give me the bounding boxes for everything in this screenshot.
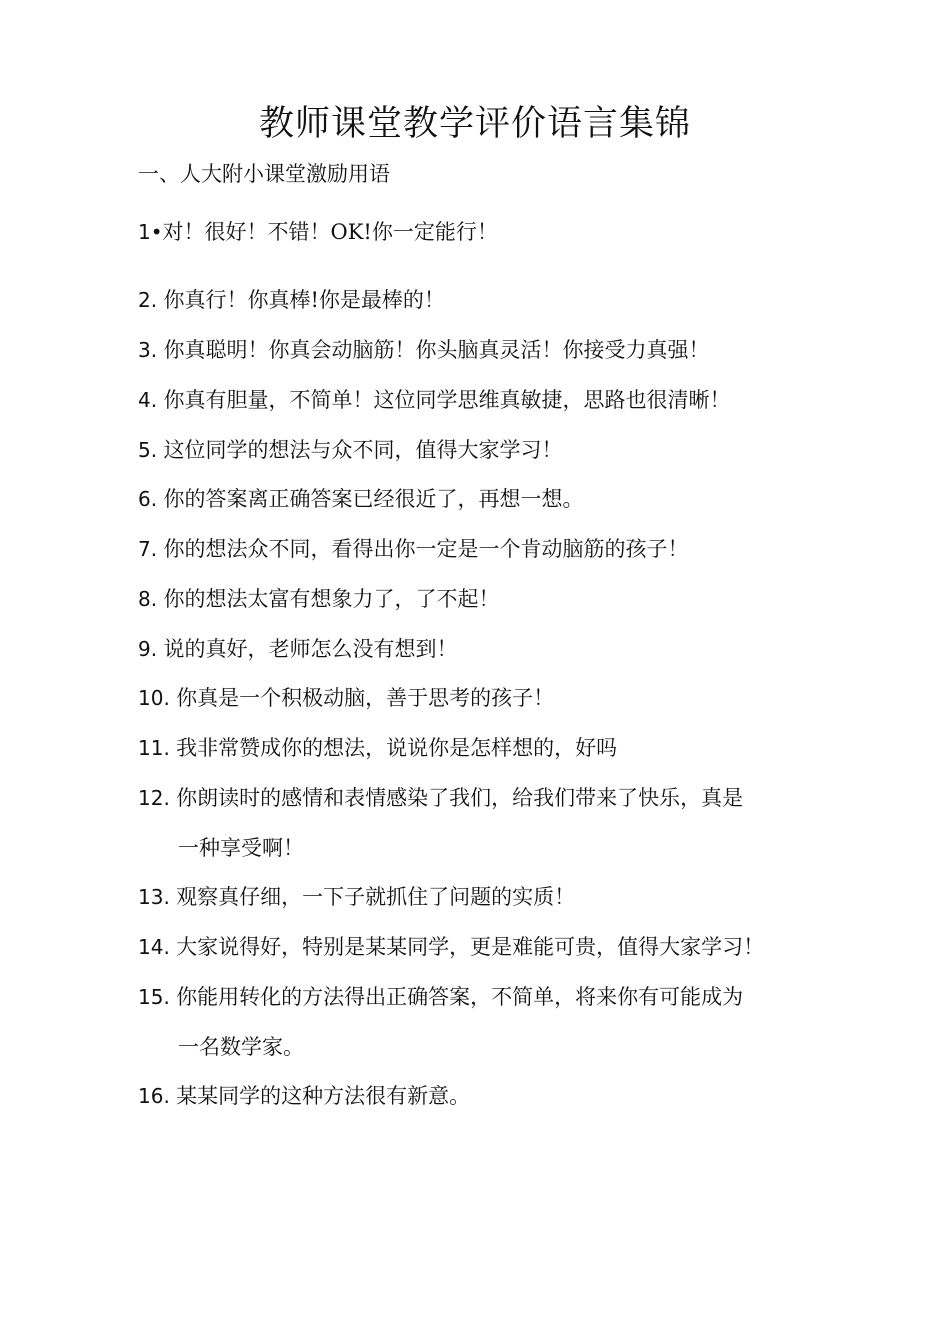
list-item [138,384,838,416]
item-text-continuation: 一名数学家。 [178,1035,304,1059]
item-text: 你的想法众不同，看得出你一定是一个肯动脑筋的孩子！ [163,537,689,561]
list-item [138,1080,838,1112]
item-text: 你朗读时的感情和表情感染了我们，给我们带来了快乐，真是 [176,786,744,810]
list-item [138,732,838,764]
item-number: 12. [138,786,177,810]
item-text: 你的答案离正确答案已经很近了，再想一想。 [163,487,584,511]
document-title: 教师课堂教学评价语言集锦 [258,104,691,144]
item-number: 1• [138,220,163,244]
item-text: 说的真好，老师怎么没有想到！ [163,637,458,661]
item-number: 11. [138,736,177,760]
item-number: 16. [138,1084,177,1108]
section-heading: 一、人大附小课堂激励用语 [138,162,390,186]
list-item [138,583,838,615]
item-text: 你真聪明！你真会动脑筋！你头脑真灵活！你接受力真强！ [163,338,710,362]
list-item [138,434,838,466]
item-number: 9. [138,637,164,661]
item-number: 13. [138,885,177,909]
item-text: 你真行！你真棒!你是最棒的！ [163,288,445,312]
list-item [138,931,838,963]
list-item [138,682,838,714]
item-text: 这位同学的想法与众不同，值得大家学习！ [163,438,563,462]
item-number: 7. [138,537,164,561]
item-number: 5. [138,438,164,462]
list-item [138,334,838,366]
list-item [138,483,838,515]
item-text: 你能用转化的方法得出正确答案，不简单，将来你有可能成为 [176,985,744,1009]
list-item [138,782,838,864]
list-item [138,981,838,1063]
item-number: 15. [138,985,177,1009]
item-number: 10. [138,686,177,710]
item-text: 某某同学的这种方法很有新意。 [176,1084,471,1108]
list-item [138,216,838,248]
item-number: 8. [138,587,164,611]
item-number: 2. [138,288,164,312]
item-text: 对！很好！不错！OK!你一定能行！ [162,220,498,244]
list-item [138,533,838,565]
item-number: 4. [138,388,164,412]
item-text: 你真是一个积极动脑，善于思考的孩子！ [176,686,555,710]
list-item [138,284,838,316]
item-text-continuation: 一种享受啊！ [178,836,304,860]
item-text: 你真有胆量，不简单！这位同学思维真敏捷，思路也很清晰！ [163,388,731,412]
list-item [138,881,838,913]
item-text: 我非常赞成你的想法，说说你是怎样想的，好吗 [176,736,618,760]
item-number: 6. [138,487,164,511]
item-text: 你的想法太富有想象力了，了不起！ [163,587,500,611]
item-number: 14. [138,935,177,959]
item-text: 大家说得好，特别是某某同学，更是难能可贵，值得大家学习！ [176,935,765,959]
item-text: 观察真仔细，一下子就抓住了问题的实质！ [176,885,576,909]
item-number: 3. [138,338,164,362]
list-item [138,633,838,665]
